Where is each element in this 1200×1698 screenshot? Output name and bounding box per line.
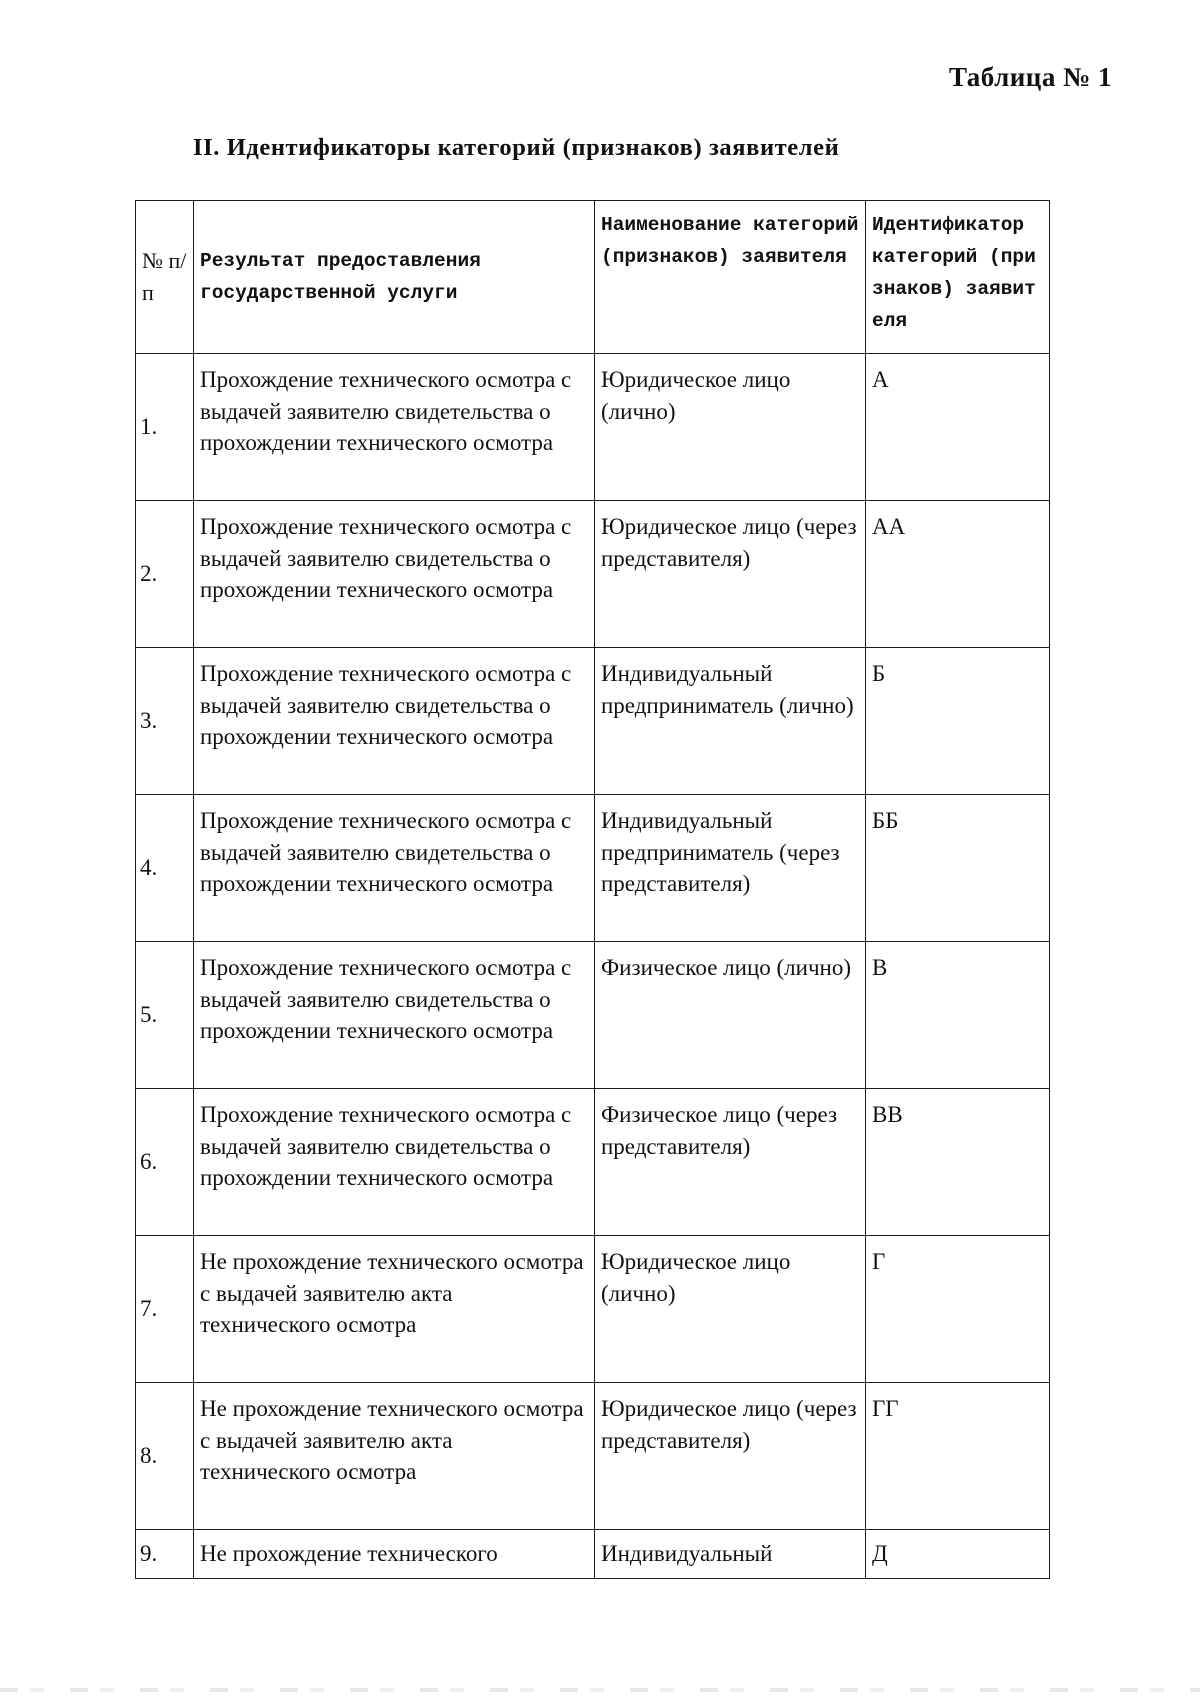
table-body [136,354,1050,1579]
table-row [136,648,1050,795]
row-number-cell: 1. [136,354,194,501]
result-cell: Прохождение технического осмотра с выдачей заявителю свидетельства о прохождении технического осмотра [194,501,595,648]
scan-edge-artifact [0,1688,1200,1692]
identifier-cell: ГГ [866,1383,1050,1530]
result-cell: Прохождение технического осмотра с выдачей заявителю свидетельства о прохождении технического осмотра [194,1089,595,1236]
category-cell: Индивидуальный [595,1530,866,1579]
result-cell: Прохождение технического осмотра с выдачей заявителю свидетельства о прохождении технического осмотра [194,942,595,1089]
table-row [136,1530,1050,1579]
column-header-category: Наименование категорий (признаков) заявителя [595,201,866,354]
category-cell: Индивидуальный предприниматель (через представителя) [595,795,866,942]
identifier-cell: ББ [866,795,1050,942]
table-row [136,1089,1050,1236]
category-cell: Юридическое лицо (лично) [595,1236,866,1383]
result-cell: Прохождение технического осмотра с выдачей заявителю свидетельства о прохождении технического осмотра [194,795,595,942]
row-number-cell: 3. [136,648,194,795]
identifier-cell: Г [866,1236,1050,1383]
identifier-cell: А [866,354,1050,501]
table-number: Таблица № 1 [948,62,1112,92]
table-row [136,501,1050,648]
category-cell: Физическое лицо (лично) [595,942,866,1089]
category-cell: Юридическое лицо (лично) [595,354,866,501]
result-cell: Прохождение технического осмотра с выдачей заявителю свидетельства о прохождении технического осмотра [194,648,595,795]
table-header-row [136,201,1050,354]
table-row [136,1383,1050,1530]
identifier-cell: В [866,942,1050,1089]
table-header [136,201,1050,354]
result-cell: Не прохождение технического [194,1530,595,1579]
table-row [136,1236,1050,1383]
result-cell: Не прохождение технического осмотра с выдачей заявителю акта технического осмотра [194,1383,595,1530]
category-cell: Физическое лицо (через представителя) [595,1089,866,1236]
row-number-cell: 8. [136,1383,194,1530]
identifier-cell: АА [866,501,1050,648]
identifier-cell: ВВ [866,1089,1050,1236]
category-cell: Индивидуальный предприниматель (лично) [595,648,866,795]
result-cell: Прохождение технического осмотра с выдачей заявителю свидетельства о прохождении технического осмотра [194,354,595,501]
table-row [136,795,1050,942]
row-number-cell: 2. [136,501,194,648]
result-cell: Не прохождение технического осмотра с выдачей заявителю акта технического осмотра [194,1236,595,1383]
category-cell: Юридическое лицо (через представителя) [595,1383,866,1530]
column-header-num: № п/п [136,201,194,354]
row-number-cell: 9. [136,1530,194,1579]
row-number-cell: 7. [136,1236,194,1383]
column-header-result: Результат предоставления государственной услуги [194,201,595,354]
category-cell: Юридическое лицо (через представителя) [595,501,866,648]
identifier-cell: Б [866,648,1050,795]
column-header-identifier: Идентификатор категорий (признаков) заявителя [866,201,1050,354]
identifier-cell: Д [866,1530,1050,1579]
table-row [136,942,1050,1089]
section-title: II. Идентификаторы категорий (признаков) заявителей [193,134,840,161]
row-number-cell: 5. [136,942,194,1089]
row-number-cell: 4. [136,795,194,942]
row-number-cell: 6. [136,1089,194,1236]
applicant-categories-table [135,200,1050,1579]
table-row [136,354,1050,501]
